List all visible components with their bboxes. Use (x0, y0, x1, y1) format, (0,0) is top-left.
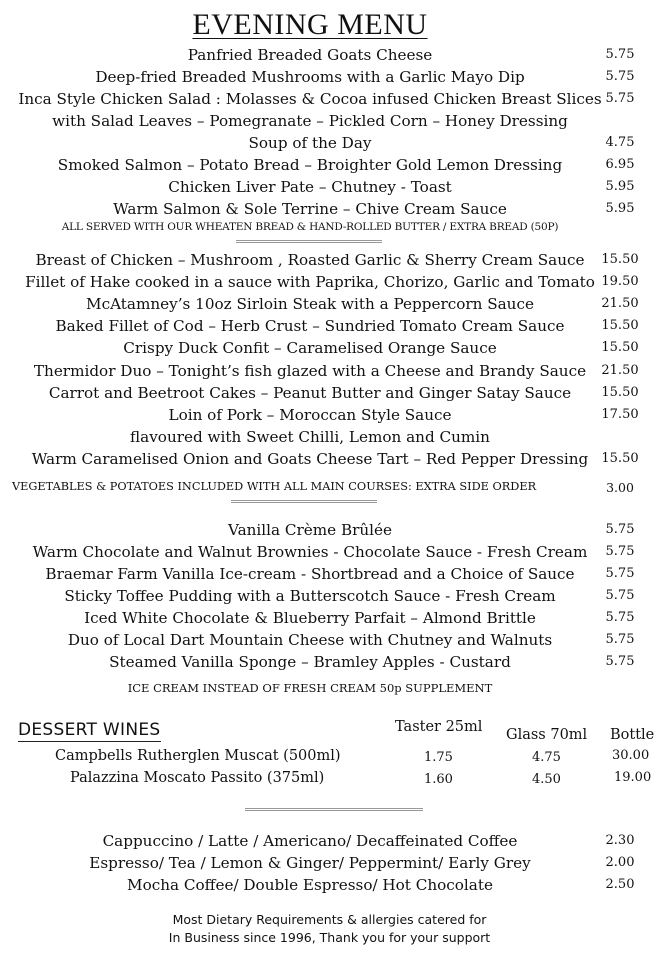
menu-item: Inca Style Chicken Salad : Molasses & Cocoa infused Chicken Breast Slices 5.75 (18, 90, 635, 108)
menu-item: Loin of Pork – Moroccan Style Sauce 17.50 (168, 406, 639, 424)
menu-item: Fillet of Hake cooked in a sauce with Paprika, Chorizo, Garlic and Tomato 19.50 (25, 273, 639, 291)
menu-item: Espresso/ Tea / Lemon & Ginger/ Peppermint/ Early Grey 2.00 (89, 854, 635, 872)
bread-note: ALL SERVED WITH OUR WHEATEN BREAD & HAND-ROLLED BUTTER / EXTRA BREAD (50P) (61, 221, 559, 233)
menu-item: Thermidor Duo – Tonight’s fish glazed with a Cheese and Brandy Sauce 21.50 (33, 362, 639, 380)
menu-item: McAtamney’s 10oz Sirloin Steak with a Peppercorn Sauce 21.50 (86, 295, 639, 313)
menu-item: Deep-fried Breaded Mushrooms with a Garlic Mayo Dip 5.75 (95, 68, 635, 86)
menu-item: Cappuccino / Latte / Americano/ Decaffeinated Coffee 2.30 (102, 832, 635, 850)
menu-item: flavoured with Sweet Chilli, Lemon and Cumin (130, 428, 490, 446)
footer-business-note: In Business since 1996, Thank you for your support (168, 930, 491, 945)
menu-item: Mocha Coffee/ Double Espresso/ Hot Chocolate 2.50 (127, 876, 635, 894)
column-header-glass: Glass 70ml (506, 727, 588, 743)
menu-item: Smoked Salmon – Potato Bread – Broighter Gold Lemon Dressing 6.95 (57, 156, 635, 174)
menu-item: Braemar Farm Vanilla Ice-cream - Shortbread and a Choice of Sauce 5.75 (45, 565, 635, 583)
footer-dietary-note: Most Dietary Requirements & allergies catered for (172, 912, 487, 927)
wine-bottle-price: 19.00 (614, 770, 652, 785)
menu-item: Warm Salmon & Sole Terrine – Chive Cream Sauce 5.95 (113, 200, 635, 218)
wine-taster-price: 1.75 (424, 750, 453, 765)
menu-title: EVENING MENU (192, 8, 428, 41)
menu-item: Warm Chocolate and Walnut Brownies - Chocolate Sauce - Fresh Cream 5.75 (32, 543, 635, 561)
wine-name: Palazzina Moscato Passito (375ml) (70, 770, 325, 786)
menu-item: Baked Fillet of Cod – Herb Crust – Sundried Tomato Cream Sauce 15.50 (55, 317, 639, 335)
wine-bottle-price: 30.00 (612, 748, 650, 763)
menu-item: Vanilla Crème Brûlée 5.75 (228, 521, 635, 539)
section-divider (236, 240, 382, 243)
menu-item: Chicken Liver Pate – Chutney - Toast 5.95 (168, 178, 635, 196)
side-order-note: VEGETABLES & POTATOES INCLUDED WITH ALL MAIN COURSES: EXTRA SIDE ORDER (12, 480, 537, 493)
menu-item: Sticky Toffee Pudding with a Butterscotch Sauce - Fresh Cream 5.75 (64, 587, 635, 605)
section-divider (245, 808, 423, 811)
menu-item: Iced White Chocolate & Blueberry Parfait – Almond Brittle 5.75 (84, 609, 635, 627)
menu-item: with Salad Leaves – Pomegranate – Pickled Corn – Honey Dressing (52, 112, 568, 130)
menu-item: Steamed Vanilla Sponge – Bramley Apples - Custard 5.75 (109, 653, 635, 671)
ice-cream-note: ICE CREAM INSTEAD OF FRESH CREAM 50p SUPPLEMENT (127, 681, 493, 695)
column-header-taster: Taster 25ml (395, 719, 483, 735)
section-divider (231, 500, 377, 503)
menu-item: Soup of the Day 4.75 (248, 134, 635, 152)
menu-item: Breast of Chicken – Mushroom , Roasted Garlic & Sherry Cream Sauce 15.50 (35, 251, 639, 269)
menu-item: Warm Caramelised Onion and Goats Cheese Tart – Red Pepper Dressing 15.50 (31, 450, 639, 468)
menu-item: Panfried Breaded Goats Cheese 5.75 (187, 46, 635, 64)
menu-item: Crispy Duck Confit – Caramelised Orange Sauce 15.50 (123, 339, 639, 357)
menu-item: Carrot and Beetroot Cakes – Peanut Butter and Ginger Satay Sauce 15.50 (48, 384, 639, 402)
wine-taster-price: 1.60 (424, 772, 453, 787)
wine-glass-price: 4.50 (532, 772, 561, 787)
wine-glass-price: 4.75 (532, 750, 561, 765)
dessert-wines-heading: DESSERT WINES (18, 720, 161, 740)
menu-item: Duo of Local Dart Mountain Cheese with Chutney and Walnuts 5.75 (67, 631, 635, 649)
side-order-price: 3.00 (606, 480, 634, 495)
wine-name: Campbells Rutherglen Muscat (500ml) (55, 748, 341, 764)
column-header-bottle: Bottle (610, 727, 655, 743)
